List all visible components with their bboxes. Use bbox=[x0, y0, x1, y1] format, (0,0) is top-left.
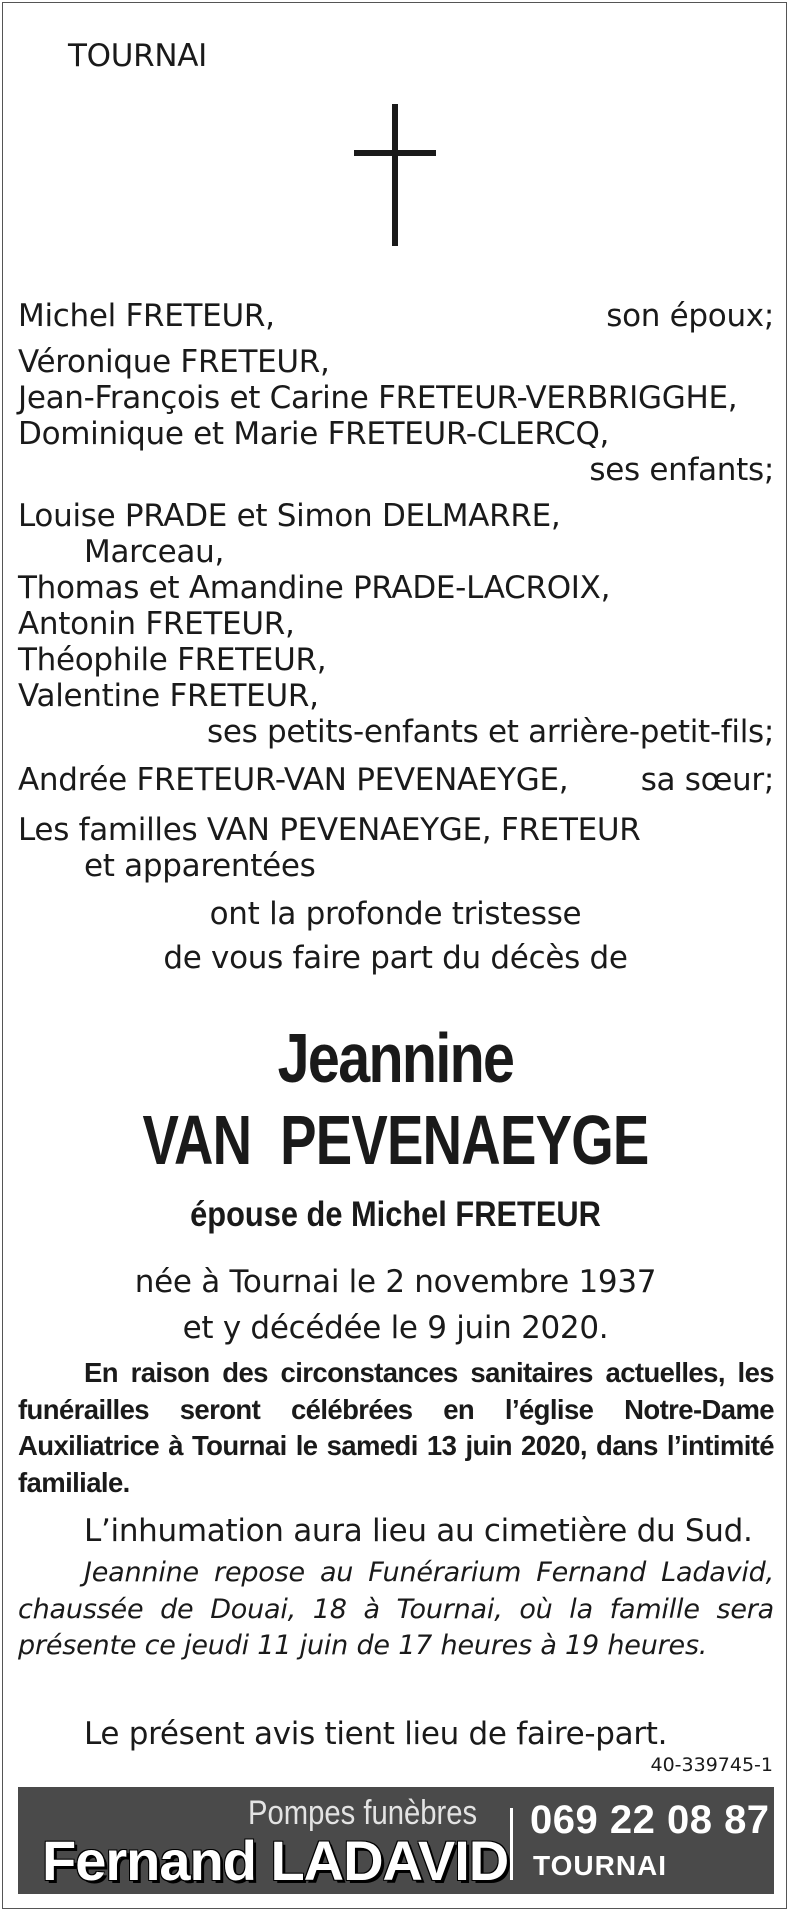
burial-line: L’inhumation aura lieu au cimetière du Sud. bbox=[84, 1513, 753, 1549]
announcement-line: de vous faire part du décès de bbox=[163, 940, 628, 976]
family-line: Louise PRADE et Simon DELMARRE, bbox=[18, 498, 561, 534]
funeral-notice: En raison des circonstances sanitaires actuelles, les funérailles seront célébrées en l’église Notre-Dame Auxiliatrice à Tournai le samedi 13 juin 2020, dans l’intimité familiale. bbox=[18, 1357, 774, 1498]
banner-phone: 069 22 08 87 bbox=[530, 1798, 770, 1842]
banner-label: Pompes funèbres bbox=[248, 1794, 478, 1832]
family-line: Antonin FRETEUR, bbox=[18, 606, 295, 642]
deceased-first-name: Jeannine bbox=[277, 1019, 514, 1097]
birth-line: née à Tournai le 2 novembre 1937 bbox=[134, 1264, 657, 1300]
family-line: Andrée FRETEUR-VAN PEVENAEYGE, bbox=[18, 762, 569, 798]
deceased-last-name: VAN PEVENAEYGE bbox=[142, 1101, 649, 1179]
family-line: Valentine FRETEUR, bbox=[18, 678, 319, 714]
family-role: ses enfants; bbox=[589, 452, 774, 488]
family-line: Dominique et Marie FRETEUR-CLERCQ, bbox=[18, 416, 610, 452]
family-line: Marceau, bbox=[84, 534, 225, 570]
family-role: sa sœur; bbox=[640, 762, 774, 798]
deceased-spouse: épouse de Michel FRETEUR bbox=[190, 1195, 601, 1234]
reference-number: 40-339745-1 bbox=[650, 1754, 773, 1776]
death-line: et y décédée le 9 juin 2020. bbox=[182, 1310, 609, 1346]
closing-line: Le présent avis tient lieu de faire-part. bbox=[84, 1716, 668, 1752]
family-line: Jean-François et Carine FRETEUR-VERBRIGGHE, bbox=[18, 380, 738, 416]
family-line: Michel FRETEUR, bbox=[18, 298, 275, 334]
family-line: Véronique FRETEUR, bbox=[18, 344, 330, 380]
banner-divider bbox=[510, 1808, 513, 1880]
announcement-line: ont la profonde tristesse bbox=[209, 896, 582, 932]
viewing-notice: Jeannine repose au Funérarium Fernand Ladavid, chaussée de Douai, 18 à Tournai, où la famille sera présente ce jeudi 11 juin de 17 heures à 19 heures. bbox=[18, 1557, 774, 1661]
family-line: et apparentées bbox=[84, 848, 316, 884]
header-city: TOURNAI bbox=[68, 38, 208, 74]
family-line: Théophile FRETEUR, bbox=[18, 642, 327, 678]
family-line: Les familles VAN PEVENAEYGE, FRETEUR bbox=[18, 812, 641, 848]
banner-city: TOURNAI bbox=[533, 1850, 668, 1881]
banner-company: Fernand LADAVID bbox=[42, 1829, 509, 1892]
family-role: son époux; bbox=[606, 298, 774, 334]
family-role: ses petits-enfants et arrière-petit-fils; bbox=[207, 714, 774, 750]
family-line: Thomas et Amandine PRADE-LACROIX, bbox=[18, 570, 611, 606]
